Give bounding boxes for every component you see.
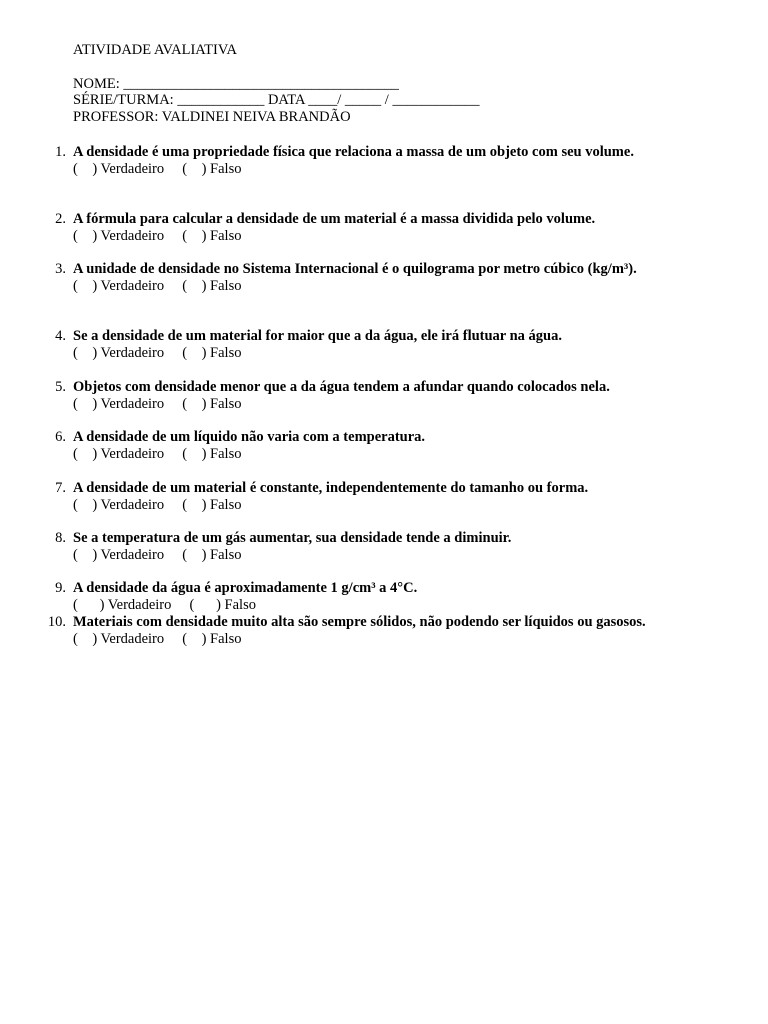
question-number: 3. [55, 261, 66, 277]
question-number: 10. [47, 614, 66, 630]
header-spacer [73, 59, 713, 76]
question-number: 2. [55, 211, 66, 227]
question-text: A densidade de um líquido não varia com a temperatura. [73, 429, 426, 445]
true-false-options: ( ) Verdadeiro ( ) Falso [73, 445, 242, 462]
question-number: 9. [55, 580, 66, 596]
question-text: Se a densidade de um material for maior que a da água, ele irá flutuar na água. [73, 328, 562, 344]
true-false-options: ( ) Verdadeiro ( ) Falso [73, 496, 242, 513]
question-text: Materiais com densidade muito alta são sempre sólidos, não podendo ser líquidos ou gasosos. [73, 614, 646, 630]
document-header [73, 42, 713, 126]
question-text: A densidade de um material é constante, independentemente do tamanho ou forma. [73, 480, 589, 496]
true-false-options: ( ) Verdadeiro ( ) Falso [73, 277, 242, 294]
true-false-options: ( ) Verdadeiro ( ) Falso [73, 160, 242, 177]
question-number: 1. [55, 144, 66, 160]
question-number: 6. [55, 429, 66, 445]
true-false-options: ( ) Verdadeiro ( ) Falso [73, 344, 242, 361]
question-text: A densidade é uma propriedade física que relaciona a massa de um objeto com seu volume. [73, 144, 634, 160]
true-false-options: ( ) Verdadeiro ( ) Falso [73, 546, 242, 563]
question-number: 5. [55, 379, 66, 395]
question-number: 4. [55, 328, 66, 344]
question-text: A densidade da água é aproximadamente 1 g/cm³ a 4°C. [73, 580, 418, 596]
question-number: 7. [55, 480, 66, 496]
question-number: 8. [55, 530, 66, 546]
true-false-options: ( ) Verdadeiro ( ) Falso [73, 227, 242, 244]
true-false-options: ( ) Verdadeiro ( ) Falso [73, 395, 242, 412]
name-field-line: NOME: ______________________________________ [73, 75, 399, 92]
question-text: Objetos com densidade menor que a da água tendem a afundar quando colocados nela. [73, 379, 610, 395]
question-text: A fórmula para calcular a densidade de um material é a massa dividida pelo volume. [73, 211, 596, 227]
question-text: Se a temperatura de um gás aumentar, sua densidade tende a diminuir. [73, 530, 512, 546]
true-false-options: ( ) Verdadeiro ( ) Falso [73, 630, 242, 647]
document-title: ATIVIDADE AVALIATIVA [73, 42, 237, 58]
teacher-line: PROFESSOR: VALDINEI NEIVA BRANDÃO [73, 109, 351, 126]
true-false-options: ( ) Verdadeiro ( ) Falso [73, 596, 256, 613]
question-text: A unidade de densidade no Sistema Internacional é o quilograma por metro cúbico (kg/m³). [73, 261, 637, 277]
class-date-field-line: SÉRIE/TURMA: ____________ DATA ____/ _____ / ____________ [73, 92, 480, 109]
